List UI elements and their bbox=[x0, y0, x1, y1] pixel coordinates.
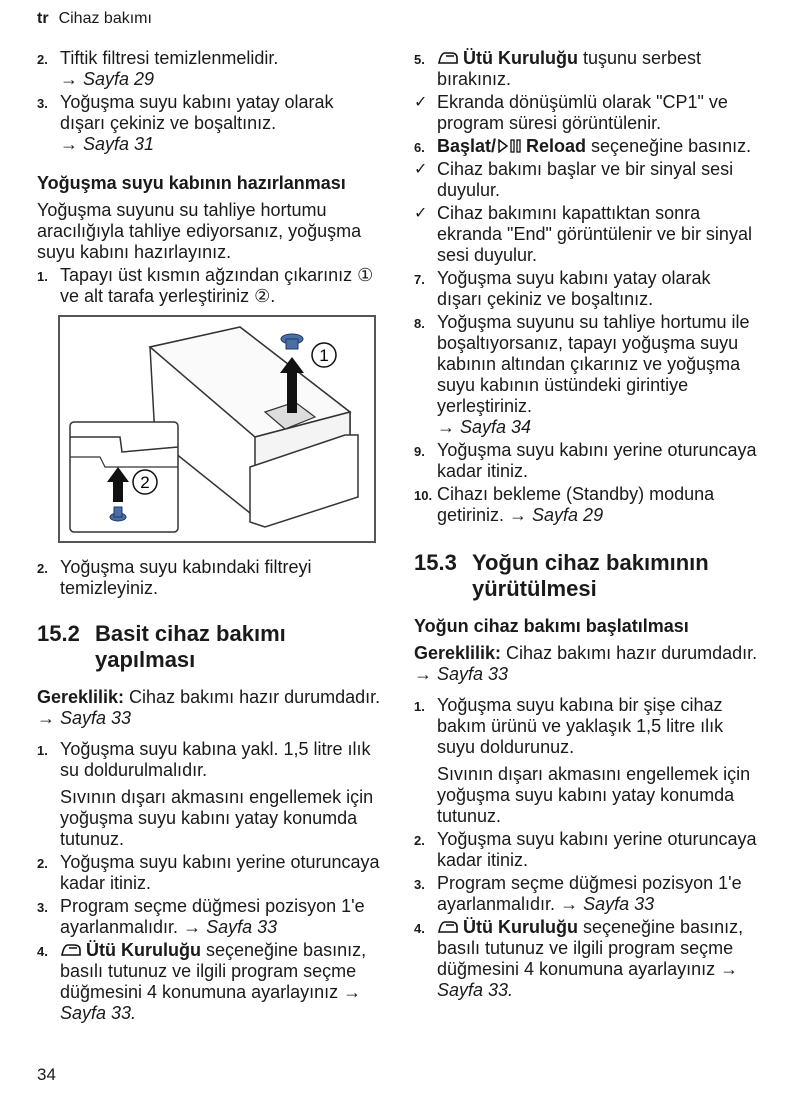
requirement: Gereklilik: Cihaz bakımı hazır durumdadır. → Sayfa 33 bbox=[414, 643, 758, 684]
language-code: tr bbox=[37, 10, 49, 27]
subsection-heading: Yoğuşma suyu kabının hazırlanması bbox=[37, 173, 346, 193]
page-number: 34 bbox=[37, 1065, 56, 1084]
list-item: 1. Tapayı üst kısmın ağzından çıkarınız ① ve alt tarafa yerleştiriniz ②. bbox=[37, 265, 374, 306]
check-icon: ✓ bbox=[414, 205, 428, 222]
section-heading: 15.2 Basit cihaz bakımı yapılması bbox=[37, 621, 286, 672]
check-icon: ✓ bbox=[414, 161, 428, 178]
list-item: 10. Cihazı bekleme (Standby) moduna getiriniz. → Sayfa 29 bbox=[414, 484, 715, 525]
section-heading: 15.3 Yoğun cihaz bakımının yürütülmesi bbox=[414, 550, 709, 601]
page-reference-link[interactable]: → Sayfa 33 bbox=[37, 708, 132, 728]
check-icon: ✓ bbox=[414, 94, 428, 111]
page-reference-link[interactable]: → Sayfa 33 bbox=[183, 917, 278, 937]
callout-1: 1 bbox=[319, 346, 329, 365]
page-reference-link[interactable]: → Sayfa 29 bbox=[509, 505, 604, 525]
left-column bbox=[37, 48, 382, 1026]
requirement: Gereklilik: Cihaz bakımı hazır durumdadır. → Sayfa 33 bbox=[37, 687, 381, 728]
iron-icon bbox=[437, 51, 459, 65]
page-reference-link[interactable]: → Sayfa 33 bbox=[560, 894, 655, 914]
list-item: 7. Yoğuşma suyu kabını yatay olarak dışarı çekiniz ve boşaltınız. bbox=[414, 268, 711, 309]
step-note: Sıvının dışarı akmasını engellemek için yoğuşma suyu kabını yatay konumda tutunuz. bbox=[437, 764, 751, 826]
list-item: 4. Ütü Kuruluğu seçeneğine basınız, basılı tutunuz ve ilgili program seçme düğmesini 4 konumuna ayarlayınız → Sayfa 33. bbox=[414, 917, 744, 1000]
iron-icon bbox=[60, 943, 82, 957]
right-column bbox=[414, 48, 759, 1003]
subsection-heading: Yoğun cihaz bakımı başlatılması bbox=[414, 616, 689, 636]
list-item: 8. Yoğuşma suyunu su tahliye hortumu ile boşaltıyorsanız, tapayı yoğuşma suyu kabının altından çıkarınız ve yoğuşma suyu kabının üstündeki girintiye yerleştiriniz. → Sayfa 34 bbox=[414, 312, 750, 437]
result-item: ✓ Ekranda dönüşümlü olarak "CP1" ve program süresi görüntülenir. bbox=[414, 92, 728, 133]
page-reference-link[interactable]: → Sayfa 34 bbox=[437, 417, 532, 437]
list-item: 3. Program seçme düğmesi pozisyon 1'e ayarlanmalıdır. → Sayfa 33 bbox=[414, 873, 742, 914]
list-item: 4. Ütü Kuruluğu seçeneğine basınız, basılı tutunuz ve ilgili program seçme düğmesini 4 konumuna ayarlayınız → Sayfa 33. bbox=[37, 940, 367, 1023]
list-item: 2. Yoğuşma suyu kabındaki filtreyi temizleyiniz. bbox=[37, 557, 312, 598]
list-item: 9. Yoğuşma suyu kabını yerine oturuncaya kadar itiniz. bbox=[414, 440, 757, 481]
dryer-tank-illustration bbox=[60, 317, 374, 541]
callout-2: 2 bbox=[140, 473, 150, 492]
list-item: 5. Ütü Kuruluğu tuşunu serbest bırakınız. bbox=[414, 48, 702, 89]
start-pause-icon bbox=[496, 139, 522, 153]
list-item: 2. Yoğuşma suyu kabını yerine oturuncaya kadar itiniz. bbox=[37, 852, 380, 893]
list-item: 2. Yoğuşma suyu kabını yerine oturuncaya kadar itiniz. bbox=[414, 829, 757, 870]
list-item: 2. Tiftik filtresi temizlenmelidir. → Sayfa 29 bbox=[37, 48, 279, 89]
step-note: Sıvının dışarı akmasını engellemek için yoğuşma suyu kabını yatay konumda tutunuz. bbox=[60, 787, 374, 849]
list-item: 1. Yoğuşma suyu kabına yakl. 1,5 litre ılık su doldurulmalıdır. bbox=[37, 739, 371, 780]
list-item: 1. Yoğuşma suyu kabına bir şişe cihaz bakım ürünü ve yaklaşık 1,5 litre ılık suyu doldurunuz. bbox=[414, 695, 724, 757]
illustration-figure bbox=[58, 315, 376, 543]
list-item: 3. Yoğuşma suyu kabını yatay olarak dışarı çekiniz ve boşaltınız. → Sayfa 31 bbox=[37, 92, 334, 154]
list-item: 6. Başlat/ Reload seçeneğine basınız. bbox=[414, 136, 752, 156]
result-item: ✓ Cihaz bakımı başlar ve bir sinyal sesi duyulur. bbox=[414, 159, 734, 200]
header-title: Cihaz bakımı bbox=[58, 10, 152, 27]
result-item: ✓ Cihaz bakımını kapattıktan sonra ekranda "End" görüntülenir ve bir sinyal sesi duyulur. bbox=[414, 203, 752, 265]
page-reference-link[interactable]: → Sayfa 31 bbox=[60, 134, 155, 154]
page-reference-link[interactable]: → Sayfa 33. bbox=[60, 982, 362, 1023]
page-reference-link[interactable]: → Sayfa 29 bbox=[60, 69, 155, 89]
page-header bbox=[37, 10, 152, 28]
list-item: 3. Program seçme düğmesi pozisyon 1'e ayarlanmalıdır. → Sayfa 33 bbox=[37, 896, 365, 937]
page-reference-link[interactable]: → Sayfa 33 bbox=[414, 664, 509, 684]
page-reference-link[interactable]: → Sayfa 33. bbox=[437, 959, 739, 1000]
paragraph: Yoğuşma suyunu su tahliye hortumu aracılığıyla tahliye ediyorsanız, yoğuşma suyu kabını hazırlayınız. bbox=[37, 200, 362, 262]
iron-icon bbox=[437, 920, 459, 934]
